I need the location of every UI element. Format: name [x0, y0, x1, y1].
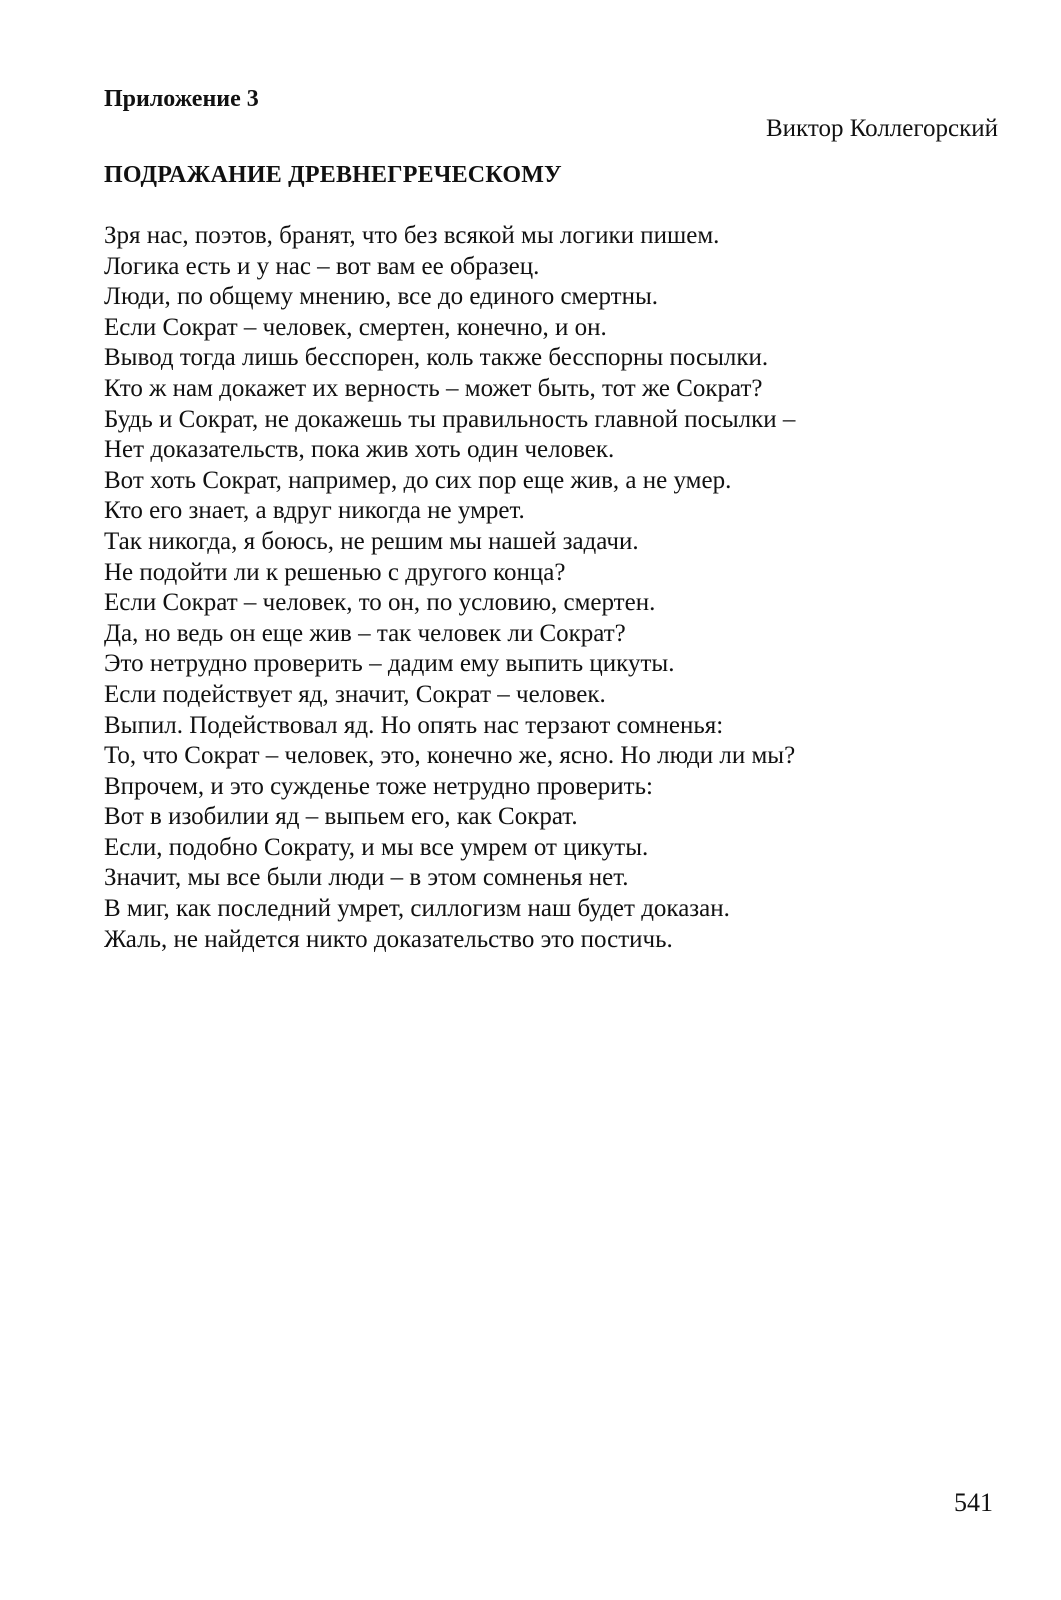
poem-line: Впрочем, и это сужденье тоже нетрудно проверить: — [104, 772, 653, 800]
poem-title: ПОДРАЖАНИЕ ДРЕВНЕГРЕЧЕСКОМУ — [104, 162, 562, 188]
poem-line: В миг, как последний умрет, силлогизм наш будет доказан. — [104, 895, 730, 923]
poem-line: Люди, по общему мнению, все до единого смертны. — [104, 283, 658, 311]
poem-line: То, что Сократ – человек, это, конечно же, ясно. Но люди ли мы? — [104, 742, 796, 770]
poem-line: Так никогда, я боюсь, не решим мы нашей задачи. — [104, 527, 639, 555]
poem-line: Жаль, не найдется никто доказательство это постичь. — [104, 925, 673, 953]
poem-line: Вывод тогда лишь бесспорен, коль также бесспорны посылки. — [104, 344, 769, 372]
poem-line: Не подойти ли к решенью с другого конца? — [104, 558, 566, 586]
poem-line: Вот в изобилии яд – выпьем его, как Сократ. — [104, 803, 578, 831]
page-number: 541 — [954, 1488, 993, 1517]
poem-body — [104, 221, 964, 955]
poem-line: Нет доказательств, пока жив хоть один человек. — [104, 436, 615, 464]
poem-line: Зря нас, поэтов, бранят, что без всякой мы логики пишем. — [104, 222, 720, 249]
poem-line: Если Сократ – человек, смертен, конечно, и он. — [104, 313, 607, 341]
poem-line: Если Сократ – человек, то он, по условию, смертен. — [104, 589, 656, 617]
poem-line: Будь и Сократ, не докажешь ты правильность главной посылки – — [104, 405, 796, 433]
poem-line: Логика есть и у нас – вот вам ее образец. — [104, 252, 540, 280]
poem-line: Значит, мы все были люди – в этом сомненья нет. — [104, 864, 629, 892]
author-name: Виктор Коллегорский — [766, 115, 998, 142]
poem-line: Кто ж нам докажет их верность – может быть, тот же Сократ? — [104, 374, 763, 402]
poem-line: Если подействует яд, значит, Сократ – человек. — [104, 680, 606, 708]
poem-line: Да, но ведь он еще жив – так человек ли Сократ? — [104, 619, 626, 647]
poem-line: Кто его знает, а вдруг никогда не умрет. — [104, 497, 525, 525]
poem-line: Выпил. Подействовал яд. Но опять нас терзают сомненья: — [104, 711, 724, 739]
poem-line: Это нетрудно проверить – дадим ему выпить цикуты. — [104, 650, 675, 678]
appendix-label: Приложение 3 — [104, 86, 259, 112]
poem-line: Вот хоть Сократ, например, до сих пор еще жив, а не умер. — [104, 466, 732, 494]
poem-line: Если, подобно Сократу, и мы все умрем от цикуты. — [104, 833, 649, 861]
